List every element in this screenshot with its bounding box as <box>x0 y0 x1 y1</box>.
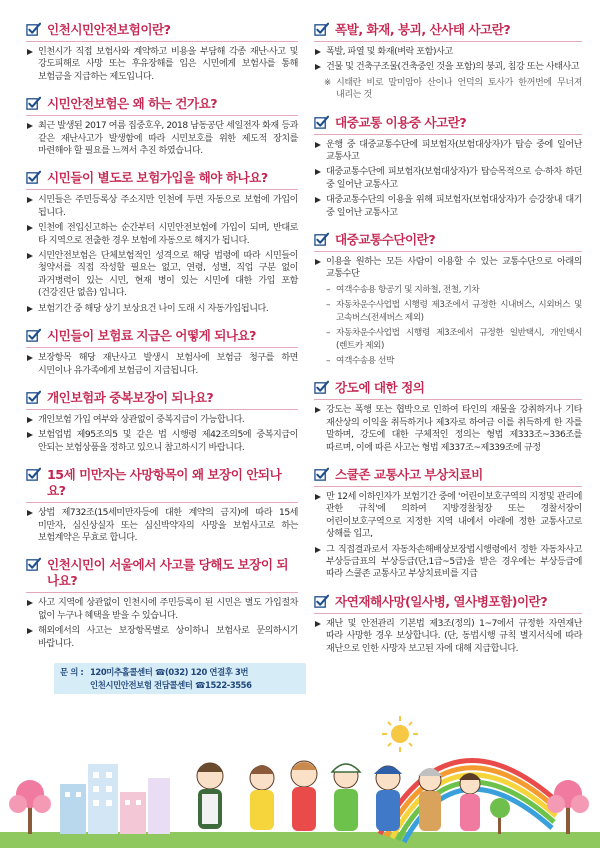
faq-section <box>314 232 582 367</box>
checkbox-check-icon <box>26 170 41 185</box>
faq-section <box>26 96 298 157</box>
bullet-item: 만 12세 이하인자가 보험기간 중에 '어린이보호구역의 지정및 관리에 관한 규칙'에 의하여 지방경찰청장 또는 경찰서장이 어린이보호구역으로 지정한 지역 내에서 아래에 정한 교통사고로 상해를 입고, <box>314 491 582 541</box>
section-body <box>314 256 582 367</box>
checkbox-check-icon <box>26 390 41 405</box>
right-column <box>314 22 582 668</box>
section-title <box>26 96 298 116</box>
section-title <box>314 232 582 252</box>
bullet-item: 이용을 원하는 모든 사람이 이용할 수 있는 교통수단으로 아래의 교통수단 <box>314 256 582 281</box>
left-column <box>26 22 298 695</box>
checkbox-check-icon <box>26 328 41 343</box>
section-title <box>314 380 582 400</box>
bullet-item: 재난 및 안전관리 기본법 제3조(정의) 1~7에서 규정한 자연재난 따라 사망한 경우 보상합니다. (단, 동법시행 규칙 별지서식에 따라 재난으로 인한 사망자 보고된 자에 대해 지급합니다. <box>314 618 582 655</box>
section-title-text: 스쿨존 교통사고 부상치료비 <box>335 466 483 482</box>
sub-list-item: – 자동차운수사업법 시행령 제3조에서 규정한 시내버스, 시외버스 및 고속버스(전세버스 제외) <box>314 299 582 324</box>
bullet-item: 대중교통수단의 이용을 위해 피보험자(보험대상자)가 승강장내 대기 중 일어난 교통사고 <box>314 194 582 219</box>
bullet-item: 보장항목 해당 재난사고 발생시 보험사에 보험금 청구를 하면 시민이나 유가족에게 보험금이 지급됩니다. <box>26 352 298 377</box>
checkbox-check-icon <box>26 96 41 111</box>
bullet-item: 최근 발생된 2017 여름 집중호우, 2018 남동공단 세일전자 화재 등과 같은 재난사고가 발생함에 따라 시민보호를 위한 제도적 장치를 마련해야 할 필요를 느껴서 추진 하였습니다. <box>26 120 298 157</box>
section-title-text: 대중교통 이용중 사고란? <box>335 114 467 130</box>
section-title <box>26 170 298 190</box>
checkbox-check-icon <box>314 467 329 482</box>
section-title-text: 시민들이 별도로 보험가입을 해야 하나요? <box>47 170 268 186</box>
bullet-item: 강도는 폭행 또는 협박으로 인하여 타인의 재물을 강취하거나 기타 재산상의 이익을 취득하거나 제3자로 하여금 이를 취득하게 한 자를 말하며, 강도에 대한 구체적인 정의는 형법 제333조~336조를 따르며, 이에 따른 사고는 형법 제337조~제339조에 규정 <box>314 404 582 454</box>
section-title <box>26 557 298 593</box>
footer-illustration <box>0 694 600 848</box>
contact-line-1: 120미추홀콜센터 ☎(032) 120 연결후 3번 <box>90 666 249 677</box>
contact-box <box>54 663 306 695</box>
faq-section <box>26 170 298 315</box>
sub-list-item: – 여객수송용 항공기 및 지하철, 전철, 기차 <box>314 284 582 296</box>
faq-section <box>26 467 298 544</box>
section-title-text: 폭발, 화재, 붕괴, 산사태 사고란? <box>335 22 511 37</box>
faq-section <box>314 467 582 581</box>
checkbox-check-icon <box>26 467 41 482</box>
bullet-item: 보험업법 제95조의5 및 같은 법 시행령 제42조의5에 중복지급이 안되는 보험상품을 정하고 있으니 참고하시기 바랍니다. <box>26 429 298 454</box>
section-title-text: 대중교통수단이란? <box>335 232 436 248</box>
section-body <box>26 352 298 377</box>
section-body <box>314 139 582 219</box>
section-title <box>314 594 582 614</box>
faq-section <box>314 22 582 102</box>
sub-list-item: – 여객수송용 선박 <box>314 355 582 367</box>
section-title-text: 인천시민안전보험이란? <box>47 22 171 37</box>
contact-line-2: 인천시민안전보험 전담콜센터 ☎1522-3556 <box>90 679 252 690</box>
section-body <box>26 414 298 454</box>
faq-section <box>26 22 298 83</box>
section-body <box>26 46 298 83</box>
faq-section <box>26 328 298 377</box>
section-title-text: 자연재해사망(일사병, 열사병포함)이란? <box>335 593 548 609</box>
section-title <box>314 22 582 42</box>
checkbox-check-icon <box>26 557 41 572</box>
checkbox-check-icon <box>314 115 329 130</box>
section-title <box>26 390 298 410</box>
bullet-item: 운행 중 대중교통수단에 피보험자(보험대상자)가 탑승 중에 일어난 교통사고 <box>314 139 582 164</box>
section-title-text: 시민안전보험은 왜 하는 건가요? <box>47 96 218 112</box>
section-body <box>26 120 298 157</box>
section-body <box>314 404 582 454</box>
section-body <box>314 618 582 655</box>
section-title <box>26 22 298 42</box>
bullet-item: 사고 지역에 상관없이 인천시에 주민등록이 된 시민은 별도 가입절차 없이 누구나 혜택을 받을 수 있습니다. <box>26 597 298 622</box>
section-title-text: 15세 미만자는 사망항목이 왜 보장이 안되나요? <box>47 467 282 499</box>
bullet-item: 상법 제732조(15세미만자등에 대한 계약의 금지)에 따라 15세 미만자, 심신상실자 또는 심신박약자의 사망을 보험사고로 하는 보험계약은 무효로 합니다. <box>26 507 298 544</box>
section-title <box>314 467 582 487</box>
note-item: ※ 시태란 비로 말미암아 산이나 언덕의 토사가 한꺼번에 무너져 내리는 것 <box>314 77 582 102</box>
faq-section <box>314 594 582 655</box>
checkbox-check-icon <box>26 22 41 37</box>
section-body <box>314 46 582 102</box>
section-title-text: 강도에 대한 정의 <box>335 380 425 396</box>
section-body <box>314 491 582 581</box>
bullet-item: 시민들은 주민등록상 주소지만 인천에 두면 자동으로 보험에 가입이 됩니다. <box>26 194 298 219</box>
section-title-text: 개인보험과 중복보장이 되나요? <box>47 389 214 405</box>
section-body <box>26 507 298 544</box>
checkbox-check-icon <box>314 594 329 609</box>
sub-list-item: – 자동차운수사업법 시행령 제3조에서 규정한 일반택시, 개인택시(렌트카 제외) <box>314 327 582 352</box>
section-title <box>26 467 298 503</box>
section-title <box>26 328 298 348</box>
faq-section <box>314 380 582 454</box>
bullet-item: 개인보험 가입 여부와 상관없이 중복지급이 가능합니다. <box>26 414 298 426</box>
section-body <box>26 597 298 650</box>
bullet-item: 건물 및 건축구조물(건축중인 것을 포함)의 붕괴, 침강 또는 사태사고 <box>314 61 582 73</box>
bullet-item: 보험기간 중 해당 상기 보상요건 나이 도래 시 자동가입됩니다. <box>26 303 298 315</box>
faq-section <box>26 557 298 650</box>
checkbox-check-icon <box>314 22 329 37</box>
faq-section <box>314 115 582 219</box>
bullet-item: 그 직접결과로서 자동차손해배상보장법시행령에서 정한 자동차사고 부상등급표의 부상등급(단,1급~5급)을 받은 경우에는 부상등급에 따라 스쿨존 교통사고 부상치료비를 지급 <box>314 544 582 581</box>
faq-section <box>26 390 298 454</box>
checkbox-check-icon <box>314 380 329 395</box>
bullet-item: 폭발, 파열 및 화재(벼락 포함)사고 <box>314 46 582 58</box>
contact-label: 문 의 : <box>60 666 84 677</box>
section-title-text: 시민들이 보험료 지급은 어떻게 되나요? <box>47 328 256 344</box>
section-body <box>26 194 298 315</box>
bullet-item: 대중교통수단에 피보험자(보험대상자)가 탑승목적으로 승·하차 하던 중 일어난 교통사고 <box>314 166 582 191</box>
section-title <box>314 115 582 135</box>
bullet-item: 인천시가 직접 보험사와 계약하고 비용을 부담해 각종 재난·사고 및 강도피해로 사망 또는 후유장해를 입은 시민에게 보험사를 통해 보험금을 지급하는 제도입니다. <box>26 46 298 83</box>
checkbox-check-icon <box>314 232 329 247</box>
bullet-item: 시민안전보험은 단체보험적인 성격으로 해당 법령에 따라 시민들이 청약서를 직접 작성할 필요는 없고, 연령, 성별, 직업 구분 없이 과거병력이 있는 시민, 현재 병이 있는 시민에 대한 가입 포함 (건강진단 없음) 입니다. <box>26 250 298 300</box>
bullet-item: 해외에서의 사고는 보장항목별로 상이하니 보험사로 문의하시기 바랍니다. <box>26 625 298 650</box>
bullet-item: 인천에 전입신고하는 순간부터 시민안전보험에 가입이 되며, 반대로 타 지역으로 전출한 경우 보험에 자동으로 해지가 됩니다. <box>26 222 298 247</box>
section-title-text: 인천시민이 서울에서 사고를 당해도 보장이 되나요? <box>47 557 289 589</box>
